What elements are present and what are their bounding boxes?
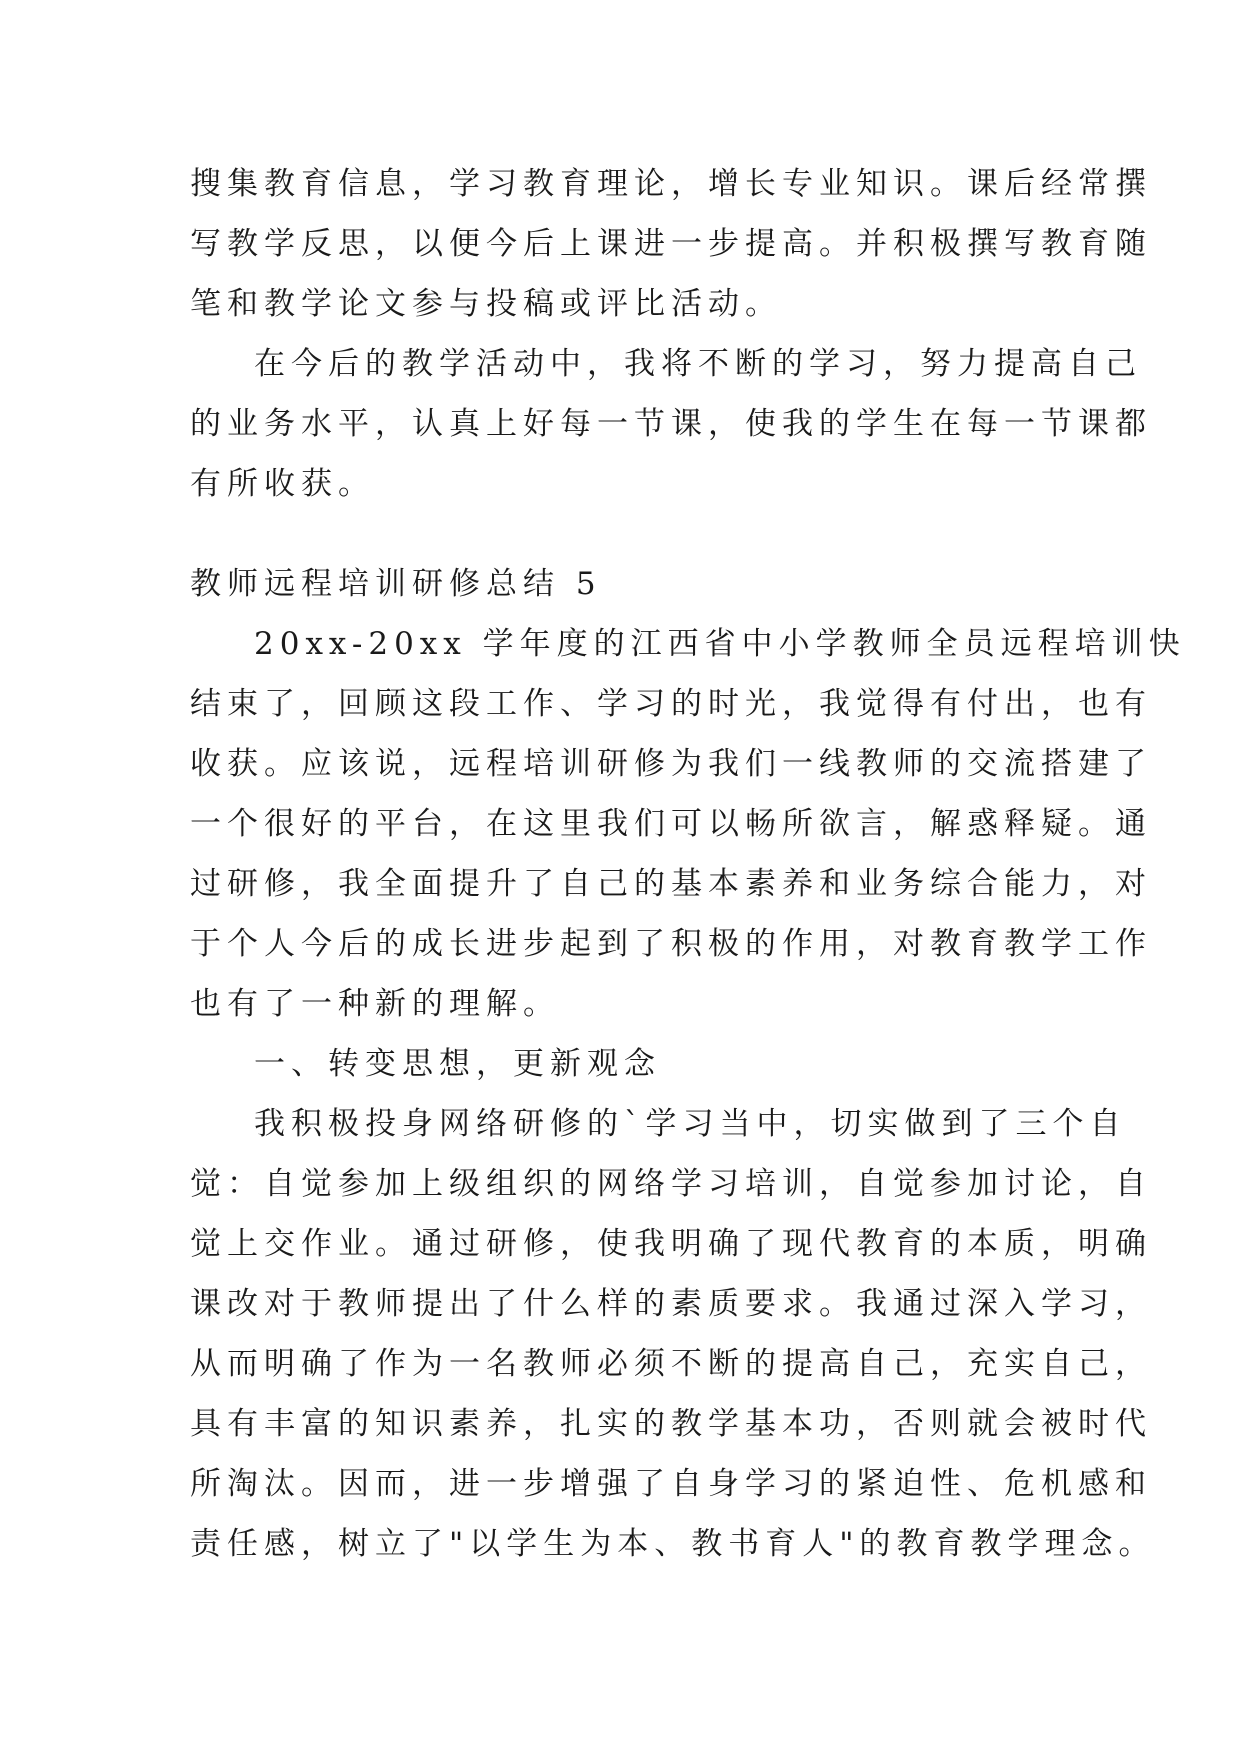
- paragraph-line: 结束了，回顾这段工作、学习的时光，我觉得有付出，也有: [190, 686, 1152, 722]
- paragraph-line: 觉上交作业。通过研修，使我明确了现代教育的本质，明确: [190, 1226, 1152, 1262]
- paragraph-line: 从而明确了作为一名教师必须不断的提高自己，充实自己，: [190, 1346, 1152, 1382]
- paragraph-line: 收获。应该说，远程培训研修为我们一线教师的交流搭建了: [190, 746, 1152, 782]
- paragraph-line: 的业务水平，认真上好每一节课，使我的学生在每一节课都: [190, 406, 1152, 442]
- continuation-block: [190, 154, 1152, 514]
- paragraph-line: 我积极投身网络研修的`学习当中，切实做到了三个自: [254, 1106, 1127, 1142]
- paragraph-line: 搜集教育信息，学习教育理论，增长专业知识。课后经常撰: [190, 166, 1152, 202]
- subsection-heading: 一、转变思想，更新观念: [254, 1046, 661, 1082]
- paragraph-line: 过研修，我全面提升了自己的基本素养和业务综合能力，对: [190, 866, 1152, 902]
- paragraph-line: 20xx-20xx 学年度的江西省中小学教师全员远程培训快: [254, 626, 1186, 662]
- section-5-block: [190, 554, 1186, 1574]
- paragraph-line: 有所收获。: [190, 466, 375, 502]
- paragraph-line: 于个人今后的成长进步起到了积极的作用，对教育教学工作: [190, 926, 1152, 962]
- paragraph-line: 写教学反思，以便今后上课进一步提高。并积极撰写教育随: [190, 226, 1152, 262]
- paragraph-line: 笔和教学论文参与投稿或评比活动。: [190, 286, 782, 322]
- paragraph-line: 责任感，树立了"以学生为本、教书育人"的教育教学理念。: [190, 1526, 1156, 1562]
- paragraph-line: 也有了一种新的理解。: [190, 986, 560, 1022]
- paragraph-line: 一个很好的平台，在这里我们可以畅所欲言，解惑释疑。通: [190, 806, 1152, 842]
- paragraph-line: 具有丰富的知识素养，扎实的教学基本功，否则就会被时代: [190, 1406, 1152, 1442]
- paragraph-line: 课改对于教师提出了什么样的素质要求。我通过深入学习，: [190, 1286, 1152, 1322]
- paragraph-line: 觉：自觉参加上级组织的网络学习培训，自觉参加讨论，自: [190, 1166, 1152, 1202]
- paragraph-line: 所淘汰。因而，进一步增强了自身学习的紧迫性、危机感和: [190, 1466, 1152, 1502]
- section-title: 教师远程培训研修总结 5: [190, 566, 602, 602]
- paragraph-line: 在今后的教学活动中，我将不断的学习，努力提高自己: [254, 346, 1142, 382]
